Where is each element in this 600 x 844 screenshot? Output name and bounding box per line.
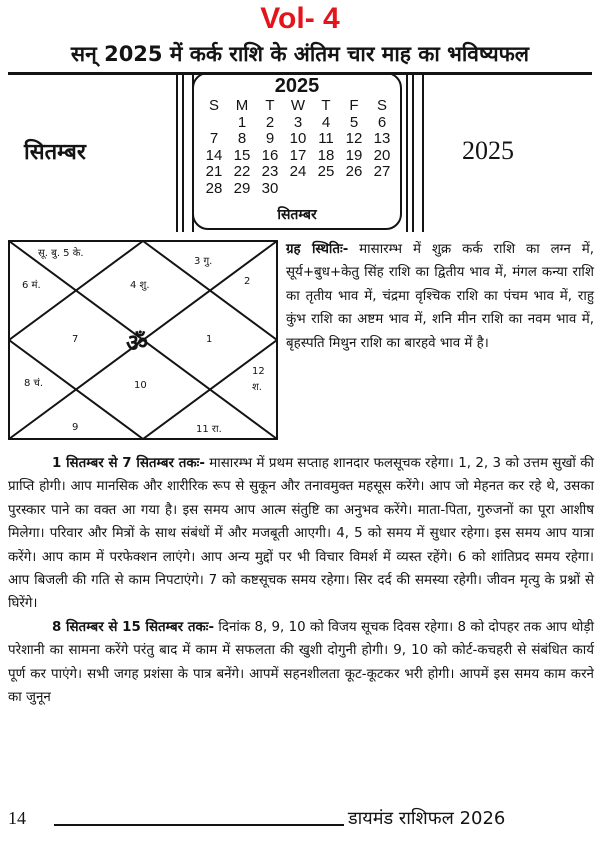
calendar-day: 17 (289, 146, 307, 164)
calendar-day: 22 (233, 163, 251, 180)
forecast-paragraph-1 (8, 452, 594, 616)
house-11: 11 रा. (196, 424, 222, 435)
house-6: 6 मं. (22, 280, 41, 291)
forecast-text (8, 452, 594, 709)
calendar-weekday: F (349, 97, 359, 114)
calendar-weekday: T (265, 97, 275, 114)
house-4: 4 शु. (130, 280, 150, 291)
footer-rule (54, 824, 344, 826)
page-title: सन् 2025 में कर्क राशि के अंतिम चार माह का भविष्यफल (70, 42, 530, 66)
calendar-day: 5 (349, 113, 359, 131)
calendar-day: 30 (261, 179, 279, 197)
calendar-day (340, 181, 368, 198)
calendar-day: 20 (373, 146, 391, 164)
page-footer (8, 806, 594, 836)
calendar-day: 12 (345, 130, 363, 147)
calendar-day (368, 181, 396, 198)
book-title: डायमंड राशिफल 2026 (348, 808, 506, 829)
volume-label: Vol- 4 (260, 2, 340, 35)
forecast-paragraph-2 (8, 616, 594, 710)
paragraph-2-heading: 8 सितम्बर से 15 सितम्बर तकः- (52, 619, 215, 635)
planet-position-body: मासारम्भ में शुक्र कर्क राशि का लग्न में, सूर्य+बुध+केतु सिंह राशि का द्वितीय भाव में, मंगल कन्या राशि का तृतीय भाव में, चंद्रमा वृश्चिक राशि का पंचम भाव में, राहु कुंभ राशि का अष्टम भाव में, शनि मीन राशि का नवम भाव में, बृहस्पति मिथुन राशि का बारहवे भाव में है। (286, 242, 594, 351)
calendar-day: 15 (233, 146, 251, 164)
calendar-weekday: T (321, 97, 331, 114)
house-7: 7 (72, 334, 79, 345)
calendar-day: 25 (317, 163, 335, 180)
calendar-day: 6 (377, 113, 387, 131)
calendar-day: 11 (318, 130, 334, 147)
calendar (192, 72, 402, 230)
house-3: 3 गु. (194, 256, 213, 267)
side-year-label: 2025 (462, 136, 514, 165)
calendar-day: 23 (261, 163, 279, 180)
page-number: 14 (8, 808, 26, 828)
side-month-label: सितम्बर (24, 140, 86, 165)
calendar-day: 26 (345, 163, 363, 180)
house-12-planet: श. (252, 382, 262, 393)
calendar-day: 21 (205, 163, 223, 180)
calendar-day: 16 (261, 146, 279, 164)
calendar-day: 4 (321, 113, 331, 131)
planet-position-text (286, 238, 594, 355)
calendar-weekday: S (208, 97, 219, 114)
calendar-day: 2 (265, 113, 275, 131)
house-2: 2 (244, 276, 251, 287)
house-10: 10 (134, 380, 147, 391)
calendar-day: 29 (233, 179, 251, 197)
calendar-day: 18 (317, 146, 335, 164)
calendar-day: 1 (237, 113, 247, 131)
calendar-year: 2025 (274, 75, 320, 97)
calendar-weekday: W (290, 97, 306, 114)
calendar-day (284, 181, 312, 198)
calendar-day (200, 115, 228, 132)
calendar-day: 7 (209, 130, 219, 147)
calendar-day: 10 (289, 130, 307, 147)
calendar-day: 28 (205, 179, 223, 197)
house-1: 1 (206, 334, 213, 345)
calendar-month: सितम्बर (277, 207, 317, 223)
calendar-day: 27 (373, 163, 391, 180)
house-5: सू. बु. 5 के. (38, 248, 84, 259)
calendar-day: 8 (237, 130, 247, 147)
calendar-grid (200, 98, 396, 197)
paragraph-2-body: दिनांक 8, 9, 10 को विजय सूचक दिवस रहेगा। 8 को दोपहर तक आप थोड़ी परेशानी का सामना करेंगे परंतु बाद में काम में सफलता की खुशी दोगुनी होगी। 9, 10 को कोर्ट-कचहरी से संबंधित कार्य पूर्ण कर पाएंगे। सभी जगह प्रशंसा के पात्र बनेंगे। आपमें सहनशीलता कूट-कूटकर भरी होगी। आपमें इस समय काम करने का जुनून (8, 619, 594, 706)
horoscope-chart (8, 240, 278, 440)
calendar-day: 13 (373, 130, 391, 147)
paragraph-1-heading: 1 सितम्बर से 7 सितम्बर तकः- (52, 456, 205, 471)
calendar-day (312, 181, 340, 198)
calendar-day: 14 (205, 146, 223, 164)
calendar-day: 3 (293, 113, 303, 131)
om-symbol: ॐ (126, 329, 148, 357)
paragraph-1-body: मासारम्भ में प्रथम सप्ताह शानदार फलसूचक रहेगा। 1, 2, 3 को उत्तम सुखों की प्राप्ति होगी। आप मानसिक और शारीरिक रूप से सुकून और तनावमुक्त महसूस करेंगे। आप जो मेहनत कर रहे थे, उसका पुरस्कार पाने का वक्त आ गया है। इस समय आप आत्म संतुष्टि का अनुभव करेंगे। माता-पिता, गुरुजनों का पूरा आशीष मिलेगा। परिवार और मित्रों के साथ संबंधों में और मजबूती आएगी। 4, 5 को समय में सुधार रहेगा। इस समय आप यात्रा करेंगे। आप काम में परफेक्शन लाएंगे। आप अन्य मुद्दों पर भी विचार विमर्श में व्यस्त रहेंगे। 6 को शांतिप्रद समय रहेगा। आप बिजली की गति से काम निपटाएंगे। 7 को कष्टसूचक समय रहेगा। सिर दर्द की समस्या रहेगी। जीवन मृत्यु के प्रश्नों से घिरेंगे। (8, 456, 594, 612)
house-8: 8 चं. (24, 378, 44, 389)
calendar-day: 19 (345, 146, 363, 164)
planet-position-heading: ग्रह स्थितिः- (286, 242, 349, 257)
calendar-weekday: M (235, 97, 249, 114)
calendar-day: 24 (289, 163, 307, 180)
house-9: 9 (72, 422, 79, 433)
house-12: 12 (252, 366, 265, 377)
calendar-right-border-lines (406, 74, 424, 232)
calendar-weekday: S (376, 97, 387, 114)
calendar-day: 9 (265, 130, 275, 147)
